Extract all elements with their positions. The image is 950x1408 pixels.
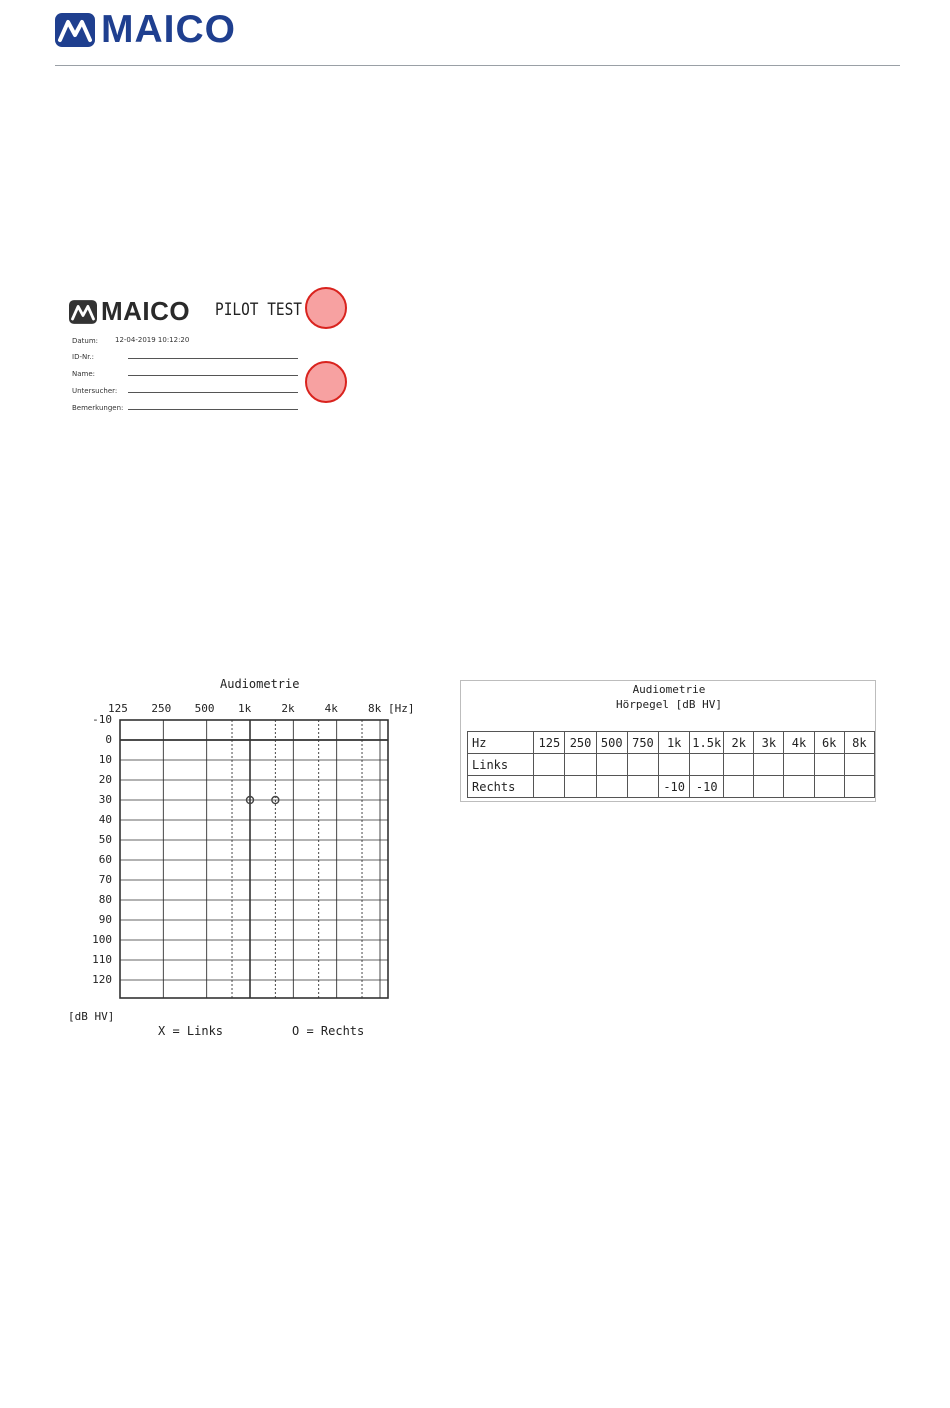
table-cell	[659, 754, 690, 776]
table-cell: 3k	[754, 732, 784, 754]
table-row-label: Hz	[468, 732, 534, 754]
table-cell	[690, 754, 724, 776]
audiometry-table-panel	[460, 680, 876, 802]
y-tick-label: 90	[98, 913, 112, 926]
brand-header	[55, 8, 236, 52]
table-header-row	[468, 732, 875, 754]
y-tick-label: 30	[98, 793, 112, 806]
field-label-date: Datum:	[72, 337, 99, 345]
table-cell	[844, 776, 874, 798]
x-tick-label: 500	[194, 702, 215, 715]
field-value-date: 12-04-2019 10:12:20	[115, 336, 190, 344]
table-title: Audiometrie	[632, 683, 706, 696]
table-cell: 500	[596, 732, 627, 754]
y-tick-label: 80	[98, 893, 112, 906]
table-cell	[596, 754, 627, 776]
audiogram-frame	[120, 720, 388, 998]
field-label-id: ID-Nr.:	[72, 353, 95, 361]
table-cell	[724, 776, 754, 798]
table-cell: 6k	[814, 732, 844, 754]
table-cell	[784, 754, 814, 776]
table-cell	[754, 754, 784, 776]
table-cell: 1.5k	[690, 732, 724, 754]
table-cell: 250	[565, 732, 596, 754]
y-tick-label: 100	[92, 933, 112, 946]
table-cell	[627, 754, 658, 776]
table-row	[468, 754, 875, 776]
table-row-label: Links	[468, 754, 534, 776]
x-tick-label: 125	[108, 702, 128, 715]
table-cell: -10	[659, 776, 690, 798]
callout-marker-2	[305, 361, 347, 403]
y-tick-label: 10	[98, 753, 112, 766]
table-cell	[754, 776, 784, 798]
audiometry-table	[467, 731, 875, 798]
y-tick-label: 70	[98, 873, 112, 886]
table-cell: 1k	[659, 732, 690, 754]
brand-name: MAICO	[101, 8, 236, 51]
x-tick-label: 250	[151, 702, 172, 715]
table-cell: 750	[627, 732, 658, 754]
table-cell	[596, 776, 627, 798]
table-cell	[814, 776, 844, 798]
field-label-examiner: Untersucher:	[72, 387, 118, 395]
header-divider	[55, 65, 900, 66]
y-tick-label: 50	[98, 833, 112, 846]
table-cell: 125	[534, 732, 565, 754]
audiogram-chart	[118, 718, 390, 1008]
field-line-name	[128, 375, 298, 376]
x-tick-label: 1k	[238, 702, 252, 715]
table-cell: -10	[690, 776, 724, 798]
table-cell	[534, 754, 565, 776]
table-cell: 2k	[724, 732, 754, 754]
audiogram-x-unit: [Hz]	[388, 702, 415, 715]
maico-wave-logo-icon	[55, 13, 95, 47]
field-line-examiner	[128, 392, 298, 393]
table-cell: 4k	[784, 732, 814, 754]
table-row-label: Rechts	[468, 776, 534, 798]
table-cell	[724, 754, 754, 776]
table-cell	[565, 776, 596, 798]
table-cell	[565, 754, 596, 776]
table-cell	[814, 754, 844, 776]
y-tick-label: -10	[92, 713, 112, 726]
x-tick-label: 8k	[368, 702, 382, 715]
printout-brand-name: MAICO	[101, 296, 191, 326]
audiogram-title: Audiometrie	[220, 677, 300, 691]
legend-left: X = Links	[158, 1024, 224, 1038]
x-tick-label: 4k	[324, 702, 338, 715]
callout-marker-1	[305, 287, 347, 329]
y-tick-label: 120	[92, 973, 112, 986]
field-label-remarks: Bemerkungen:	[72, 404, 124, 412]
field-label-name: Name:	[72, 370, 96, 378]
table-cell	[534, 776, 565, 798]
x-tick-label: 2k	[281, 702, 295, 715]
y-tick-label: 20	[98, 773, 112, 786]
table-cell: 8k	[844, 732, 874, 754]
y-tick-label: 40	[98, 813, 112, 826]
y-tick-label: 110	[92, 953, 112, 966]
printout-test-title: PILOT TEST	[215, 300, 303, 320]
field-line-id	[128, 358, 298, 359]
printout-logo	[69, 296, 190, 327]
table-subtitle: Hörpegel [dB HV]	[616, 698, 722, 711]
table-cell	[844, 754, 874, 776]
field-line-remarks	[128, 409, 298, 410]
legend-right: O = Rechts	[292, 1024, 365, 1038]
y-tick-label: 60	[98, 853, 112, 866]
y-tick-label: 0	[105, 733, 112, 746]
table-cell	[784, 776, 814, 798]
maico-wave-logo-icon	[69, 300, 97, 324]
audiogram-y-unit: [dB HV]	[68, 1010, 115, 1023]
table-row	[468, 776, 875, 798]
table-cell	[627, 776, 658, 798]
